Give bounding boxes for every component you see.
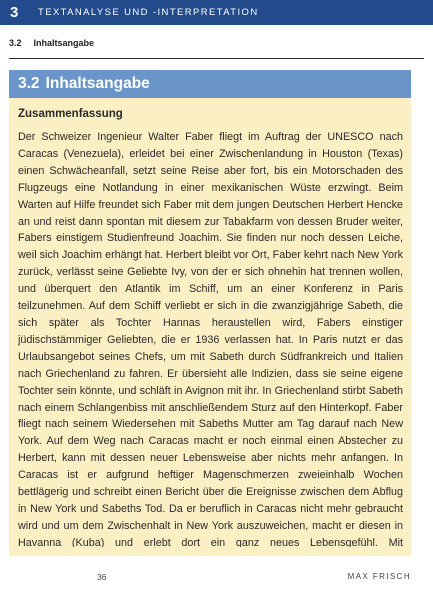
page-number: 36 — [97, 572, 107, 582]
section-heading — [9, 70, 411, 98]
section-title: Inhaltsangabe — [45, 75, 150, 92]
subheading-title: Inhaltsangabe — [33, 38, 95, 48]
page-footer — [0, 572, 433, 584]
chapter-number: 3 — [10, 4, 19, 21]
summary-paragraph: Der Schweizer Ingenieur Walter Faber fliegt im Auftrag der UNESCO nach Caracas (Venezuela), erleidet bei einer Zwischenlandung in Houston (Texas) einen Schwächeanfall, setzt seine Reise aber fort, bis ein Motorschaden des Flugzeugs eine Notlandung in einer mexikanischen Wüste erzwingt. Beim Warten auf Hilfe freundet sich Faber mit dem jungen Deutschen Herbert Hencke an und reist dann spontan mit diesem zur Tabakfarm von dessen Bruder weiter, Fabers einstigem Studienfreund Joachim. Sie finden nur noch dessen Leiche, weil sich Joachim erhängt hat. Herbert bleibt vor Ort, Faber kehrt nach New York zurück, verlässt seine Geliebte Ivy, von der er sich ohnehin hat trennen wollen, und überquert den Atlantik im Schiff, um an einer Konferenz in Paris teilzunehmen. Auf dem Schiff verliebt er sich in die zwanzigjährige Sabeth, die sich später als Tochter Hannas heraustellen wird, Fabers einstiger jüdischstämmiger Geliebten, die er 1936 verlassen hat. In Paris nutzt er das Urlaubsangebot seines Chefs, um mit Sabeth durch Südfrankreich und Italien nach Griechenland zu fahren. Er übersieht alle Indizien, dass sie seine eigene Tochter sein könnte, und schläft in Avignon mit ihr. In Griechenland stirbt Sabeth nach einem Schlangenbiss mit anschließendem Sturz auf den Hinterkopf. Faber fliegt nach seinem Wiedersehen mit Sabeths Mutter am Tag darauf nach New York. Auf dem Weg nach Caracas macht er noch einmal einen Abstecher zu Herbert, kann mit dessen neuer Lebensweise aber nichts mehr anfangen. In Caracas ist er aufgrund heftiger Magenschmerzen zweieinhalb Wochen bettlägerig und schreibt einen Bericht über die Ereignisse zwischen dem Abflug in New York und Sabeths Tod. Da er beruflich in Caracas nicht mehr gebraucht wird und um dem Zwischenhalt in New York auszuweichen, macht er diesen in Havanna (Kuba) und erlebt dort ein ganz neues Lebensgefühl. Mit — [18, 131, 403, 547]
section-number: 3.2 — [18, 75, 40, 92]
chapter-header-bar — [0, 0, 433, 25]
subheading-number: 3.2 — [9, 38, 22, 48]
book-title: MAX FRISCH — [347, 572, 411, 581]
header-divider — [9, 58, 424, 59]
chapter-title: TEXTANALYSE UND -INTERPRETATION — [38, 7, 259, 18]
section-box — [9, 70, 411, 556]
running-subheading — [9, 38, 94, 48]
section-subtitle: Zusammenfassung — [18, 108, 123, 120]
